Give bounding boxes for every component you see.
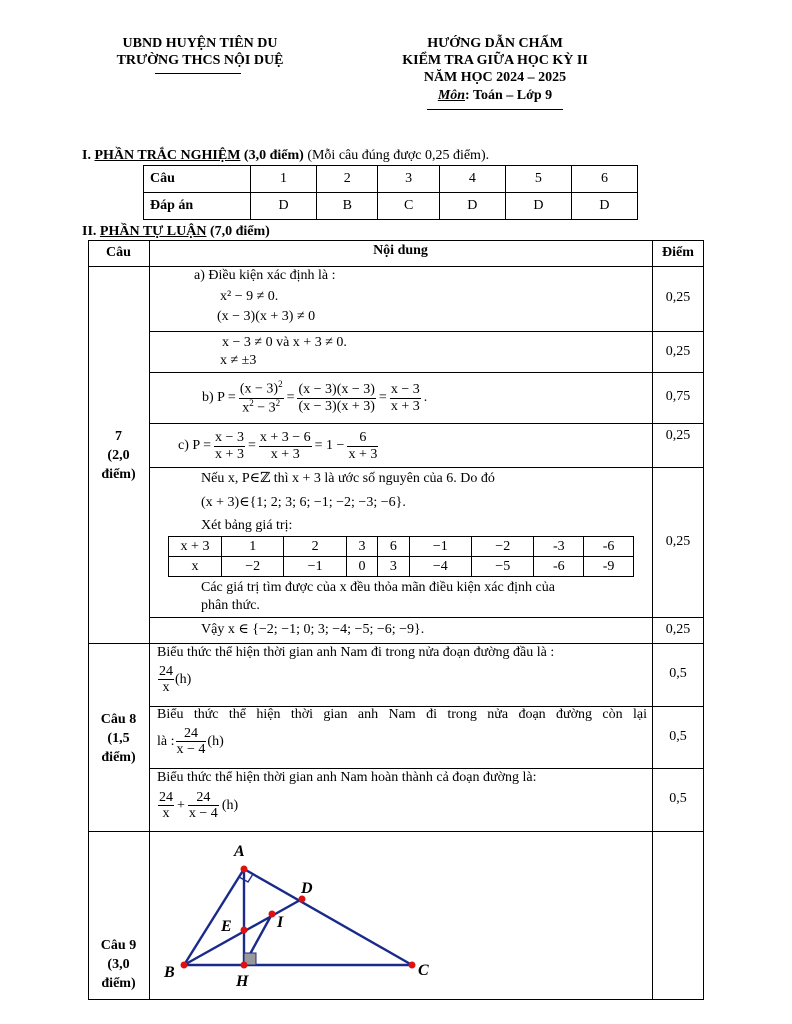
value-table-cell: −1 <box>284 557 346 577</box>
section2-points: (7,0 điểm) <box>209 224 270 239</box>
q7-label-unit: điểm) <box>101 467 136 482</box>
point-A <box>241 866 248 873</box>
value-table-cell: 3 <box>378 557 409 577</box>
q7-label-pts: (2,0 <box>107 448 130 463</box>
header-right-line3: NĂM HỌC 2024 – 2025 <box>423 70 567 85</box>
q7a-intro: a) Điều kiện xác định là : <box>194 268 336 283</box>
q8-row2-expression <box>157 726 224 758</box>
value-table-cell: 0 <box>346 557 377 577</box>
grading-table-hline <box>149 423 704 424</box>
q8-row1-expression <box>158 664 191 696</box>
value-table-cell: -9 <box>584 557 634 577</box>
triangle-lines <box>184 869 412 965</box>
q7-score: 0,25 <box>665 428 691 443</box>
grading-table-hline <box>149 467 704 468</box>
q7d-line3: Xét bảng giá trị: <box>201 518 293 533</box>
value-table-cell: -6 <box>534 557 584 577</box>
q9-label-pts: (3,0 <box>107 957 130 972</box>
value-table-cell: 3 <box>346 537 377 557</box>
q8-label-num: Câu 8 <box>100 712 137 727</box>
point-C <box>409 962 416 969</box>
grading-table-hline <box>149 768 704 769</box>
q7a-line3: x − 3 ≠ 0 và x + 3 ≠ 0. <box>222 335 347 350</box>
point-B <box>181 962 188 969</box>
value-table-cell: 6 <box>378 537 409 557</box>
mcq-question: 2 <box>317 166 378 193</box>
header-left-line2: TRƯỜNG THCS NỘI DUỆ <box>116 53 284 68</box>
subject-value: : Toán – Lớp 9 <box>465 88 553 103</box>
header-subject <box>370 88 620 104</box>
mcq-answer: C <box>378 193 439 220</box>
header-right-line1: HƯỚNG DẪN CHẤM <box>427 36 563 51</box>
q7b-frac3: $\frac{x - 3}{x + 3}$ <box>390 382 420 414</box>
mcq-question: 3 <box>378 166 439 193</box>
value-table-cell: −2 <box>472 537 534 557</box>
q7b-frac1: $\frac{(x - 3)^2}{x^2 - 3^2}$ <box>239 379 283 416</box>
grading-table-hline <box>88 643 704 644</box>
mcq-row-label: Đáp án <box>144 193 251 220</box>
q8-frac-24-x-4: $\frac{24}{x - 4}$ <box>188 790 218 822</box>
section2-prefix: II. <box>82 224 100 239</box>
q9-label <box>88 936 149 993</box>
mcq-question: 1 <box>251 166 317 193</box>
header-left-rule <box>155 73 241 74</box>
section1-prefix: I. <box>82 148 95 163</box>
q8-frac-24-x: $\frac{24}{x}$ <box>159 790 173 822</box>
header-left-line1: UBND HUYỆN TIÊN DU <box>122 36 278 51</box>
q8-label-unit: điểm) <box>101 750 136 765</box>
section2-heading <box>82 224 270 240</box>
q8-label-pts: (1,5 <box>107 731 130 746</box>
grading-table-hline <box>149 372 704 373</box>
q7-value-table <box>168 536 634 577</box>
label-E: E <box>221 918 232 935</box>
label-B: B <box>164 964 175 981</box>
q7d-line1: Nếu x, P∈ℤ thì x + 3 là ước số nguyên của 6. Do đó <box>201 471 495 486</box>
value-table-cell: −5 <box>472 557 534 577</box>
section1-title: PHẦN TRẮC NGHIỆM <box>94 148 241 163</box>
q7c-frac1: $\frac{x - 3}{x + 3}$ <box>215 430 244 462</box>
q7c-expression: c) P = $\frac{x - 3}{x + 3}$ = $\frac{x + 3 - 6}{x + 3}$ = 1 − $\frac{6}{x + 3}$ <box>178 430 378 462</box>
q9-label-unit: điểm) <box>101 976 136 991</box>
q8-row3-text: Biểu thức thể hiện thời gian anh Nam hoàn thành cả đoạn đường là: <box>157 770 537 785</box>
mcq-question: 4 <box>439 166 505 193</box>
q8-frac-24-x-4: $\frac{24}{x - 4}$ <box>176 726 206 758</box>
label-I: I <box>277 914 284 931</box>
mcq-answer-table <box>143 165 638 220</box>
col-header-question: Câu <box>106 245 131 260</box>
col-header-content: Nội dung <box>373 243 428 258</box>
mcq-answer: D <box>439 193 505 220</box>
q7-score: 0,25 <box>665 534 691 549</box>
q7-label-num: 7 <box>115 429 122 444</box>
q9-geometry-figure <box>150 832 650 998</box>
label-H: H <box>236 973 249 990</box>
label-C: C <box>418 962 429 979</box>
q7-score: 0,25 <box>665 622 691 637</box>
mcq-answer: D <box>571 193 637 220</box>
q7d-line4: Các giá trị tìm được của x đều thỏa mãn điều kiện xác định của <box>201 580 555 595</box>
mcq-question: 5 <box>505 166 571 193</box>
header-right-rule <box>427 109 563 110</box>
mcq-question: 6 <box>571 166 637 193</box>
q7a-line1: x² − 9 ≠ 0. <box>220 289 279 304</box>
q8-row2-text: Biểu thức thể hiện thời gian anh Nam đi trong nửa đoạn đường còn lại <box>157 707 647 722</box>
value-table-head: x <box>169 557 222 577</box>
q7b-frac2: $\frac{(x - 3)(x - 3)}{(x - 3)(x + 3)}$ <box>298 382 375 414</box>
value-table-cell: −2 <box>222 557 284 577</box>
q8-score: 0,5 <box>669 791 687 806</box>
q8-score: 0,5 <box>669 666 687 681</box>
q8-frac-24-x: $\frac{24}{x}$ <box>159 664 173 696</box>
q7b-label: b) P = <box>202 390 236 405</box>
right-angle-marks <box>239 869 256 965</box>
value-table-cell: 2 <box>284 537 346 557</box>
section1-note: (Mỗi câu đúng được 0,25 điểm). <box>307 148 490 163</box>
q8-unit: (h) <box>221 797 239 813</box>
section1-points: (3,0 điểm) <box>243 148 304 163</box>
grading-table-hline <box>149 617 704 618</box>
q7c-frac3: $\frac{6}{x + 3}$ <box>348 430 378 462</box>
mcq-answer: D <box>505 193 571 220</box>
grading-table-hline <box>149 331 704 332</box>
col-header-score: Điểm <box>662 245 694 260</box>
point-E <box>241 927 248 934</box>
q8-unit: (h) <box>207 733 224 749</box>
section2-title: PHẦN TỰ LUẬN <box>99 224 207 239</box>
q7c-frac2: $\frac{x + 3 - 6}{x + 3}$ <box>259 430 311 462</box>
mcq-row-label: Câu <box>144 166 251 193</box>
q9-label-num: Câu 9 <box>100 938 137 953</box>
q8-unit: (h) <box>175 671 192 687</box>
q7-score: 0,75 <box>665 389 691 404</box>
q7-score: 0,25 <box>665 344 691 359</box>
q8-score: 0,5 <box>669 729 687 744</box>
grading-table-hline <box>88 266 704 267</box>
q7d-line5: phân thức. <box>201 598 260 613</box>
point-H <box>241 962 248 969</box>
points <box>181 866 416 969</box>
q7a-line2: (x − 3)(x + 3) ≠ 0 <box>217 309 316 324</box>
q7a-line4: x ≠ ±3 <box>220 353 257 368</box>
header-right-line2: KIỂM TRA GIỮA HỌC KỲ II <box>402 53 588 68</box>
mcq-answer: D <box>251 193 317 220</box>
value-table-cell: -6 <box>584 537 634 557</box>
q7d-line6: Vậy x ∈ {−2; −1; 0; 3; −4; −5; −6; −9}. <box>201 622 425 637</box>
value-table-cell: −4 <box>409 557 471 577</box>
value-table-head: x + 3 <box>169 537 222 557</box>
q7d-line2: (x + 3)∈{1; 2; 3; 6; −1; −2; −3; −6}. <box>201 495 406 510</box>
q8-label <box>88 710 149 767</box>
segment-AB <box>184 869 244 965</box>
label-D: D <box>301 880 313 897</box>
subject-label: Môn <box>437 88 466 103</box>
value-table-cell: −1 <box>409 537 471 557</box>
section1-heading <box>82 148 489 164</box>
q7-label <box>88 427 149 484</box>
q8-row3-expression: $\frac{24}{x}$ + $\frac{24}{x - 4}$ (h) <box>159 790 239 822</box>
q8-row2-prefix: là : <box>157 733 175 749</box>
q7b-expression: b) P = $\frac{(x - 3)^2}{x^2 - 3^2}$ = $\frac{(x - 3)(x - 3)}{(x - 3)(x + 3)}$ = $\frac{x - 3}{x + 3}$ . <box>202 379 428 416</box>
q7-score: 0,25 <box>665 290 691 305</box>
q7c-label: c) P = <box>178 438 212 453</box>
label-A: A <box>234 843 245 860</box>
point-I <box>269 911 276 918</box>
q8-row1-text: Biểu thức thể hiện thời gian anh Nam đi trong nửa đoạn đường đầu là : <box>157 645 555 660</box>
value-table-cell: -3 <box>534 537 584 557</box>
value-table-cell: 1 <box>222 537 284 557</box>
mcq-answer: B <box>317 193 378 220</box>
